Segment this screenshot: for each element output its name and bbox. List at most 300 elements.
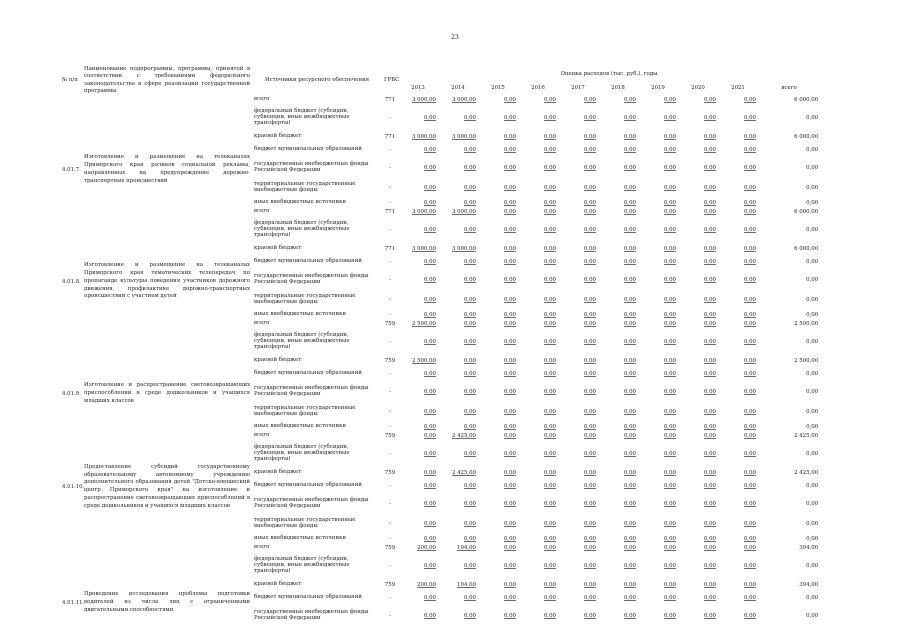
year-value: 0,00 xyxy=(543,613,556,620)
year-value: 0,00 xyxy=(623,432,636,439)
year-value: 0,00 xyxy=(503,535,516,542)
year-value: 0,00 xyxy=(703,581,716,588)
year-value: 0,00 xyxy=(703,311,716,318)
funding-source: федеральный бюджет (субсидии, субвенции, иные межбюджетные трансферты) xyxy=(254,108,350,127)
total-value: 0,00 xyxy=(806,482,819,489)
year-value: 0,00 xyxy=(583,521,596,528)
year-value: 0,00 xyxy=(543,501,556,508)
year-value: 3 000,00 xyxy=(451,133,476,140)
year-value: 0,00 xyxy=(703,115,716,122)
year-value: 0,00 xyxy=(743,357,756,364)
header-grbs: ГРБС xyxy=(384,77,400,84)
year-value: 0,00 xyxy=(503,469,516,476)
funding-source: бюджет муниципальных образований xyxy=(254,145,362,152)
year-value: 0,00 xyxy=(503,146,516,153)
year-value: 0,00 xyxy=(663,115,676,122)
funding-source: государственные внебюджетные фонды Российской Федерации xyxy=(254,161,369,174)
header-year: 2013 xyxy=(411,85,425,92)
grbs-code: 759 xyxy=(384,432,396,439)
year-value: 0,00 xyxy=(543,451,556,458)
header-year: 2017 xyxy=(571,85,585,92)
year-value: 0,00 xyxy=(703,146,716,153)
funding-source: краевой бюджет xyxy=(254,580,302,587)
year-value: 0,00 xyxy=(503,96,516,103)
year-value: 0,00 xyxy=(503,451,516,458)
year-value: 0,00 xyxy=(423,199,436,206)
year-value: 0,00 xyxy=(663,409,676,416)
total-value: 2 425,00 xyxy=(794,432,819,439)
year-value: 0,00 xyxy=(543,165,556,172)
total-value: 2 500,00 xyxy=(794,320,819,327)
year-value: 0,00 xyxy=(703,389,716,396)
year-value: 0,00 xyxy=(463,423,476,430)
item-name: Проведение исследования проблемы подготовки водителей из числа лиц с ограниченными двигательными способностями xyxy=(84,591,250,614)
year-value: 0,00 xyxy=(423,297,436,304)
year-value: 0,00 xyxy=(423,227,436,234)
year-value: 0,00 xyxy=(543,258,556,265)
year-value: 0,00 xyxy=(423,165,436,172)
year-value: 0,00 xyxy=(503,563,516,570)
year-value: 0,00 xyxy=(663,277,676,284)
year-value: 0,00 xyxy=(463,409,476,416)
year-value: 0,00 xyxy=(703,469,716,476)
funding-source: иные внебюджетные источники xyxy=(254,198,346,205)
funding-source: государственные внебюджетные фонды Российской Федерации xyxy=(254,497,369,510)
table-row xyxy=(60,95,820,104)
year-value: 2 500,00 xyxy=(411,357,436,364)
year-value: 0,00 xyxy=(423,501,436,508)
year-value: 0,00 xyxy=(583,544,596,551)
grbs-code: - xyxy=(389,311,391,318)
year-value: 0,00 xyxy=(743,501,756,508)
year-value: 0,00 xyxy=(703,563,716,570)
year-value: 0,00 xyxy=(543,320,556,327)
grbs-code: 771 xyxy=(384,96,396,103)
grbs-code: - xyxy=(389,297,391,304)
funding-source: государственные внебюджетные фонды Российской Федерации xyxy=(254,385,369,398)
page-number: 23 xyxy=(451,34,459,41)
year-value: 0,00 xyxy=(623,227,636,234)
year-value: 0,00 xyxy=(663,227,676,234)
year-value: 0,00 xyxy=(503,613,516,620)
year-value: 200,00 xyxy=(417,544,436,551)
grbs-code: 771 xyxy=(384,133,396,140)
year-value: 0,00 xyxy=(583,115,596,122)
year-value: 0,00 xyxy=(503,423,516,430)
year-value: 0,00 xyxy=(663,613,676,620)
year-value: 0,00 xyxy=(423,535,436,542)
year-value: 0,00 xyxy=(703,185,716,192)
year-value: 0,00 xyxy=(583,535,596,542)
year-value: 0,00 xyxy=(423,389,436,396)
grbs-code: - xyxy=(389,423,391,430)
year-value: 0,00 xyxy=(463,258,476,265)
year-value: 0,00 xyxy=(543,311,556,318)
grbs-code: - xyxy=(389,594,391,601)
year-value: 0,00 xyxy=(463,297,476,304)
year-value: 0,00 xyxy=(703,613,716,620)
header-cost-estimate: Оценка расходов (тыс. руб.), годы xyxy=(560,70,658,77)
year-value: 0,00 xyxy=(583,320,596,327)
year-value: 0,00 xyxy=(743,185,756,192)
grbs-code: - xyxy=(389,339,391,346)
year-value: 0,00 xyxy=(503,297,516,304)
item-name: Изготовление и размещение на телеканалах Приморского края тематических телепередач по пропаганде культуры поведения участников дорожного движения, профилактике дорожно-транспортных происшествий с участием детей xyxy=(84,262,250,300)
funding-source: федеральный бюджет (субсидии, субвенции, иные межбюджетные трансферты) xyxy=(254,444,350,463)
year-value: 0,00 xyxy=(583,581,596,588)
year-value: 0,00 xyxy=(663,185,676,192)
year-value: 0,00 xyxy=(503,277,516,284)
year-value: 3 000,00 xyxy=(451,96,476,103)
table-body xyxy=(60,95,820,626)
total-value: 394,00 xyxy=(799,544,819,551)
year-value: 0,00 xyxy=(583,613,596,620)
year-value: 0,00 xyxy=(463,185,476,192)
grbs-code: 759 xyxy=(384,320,396,327)
grbs-code: 759 xyxy=(384,581,396,588)
year-value: 0,00 xyxy=(583,133,596,140)
year-value: 0,00 xyxy=(663,146,676,153)
year-value: 0,00 xyxy=(623,185,636,192)
table-row xyxy=(60,132,820,141)
funding-source: федеральный бюджет (субсидии, субвенции, иные межбюджетные трансферты) xyxy=(254,332,350,351)
grbs-code: 759 xyxy=(384,469,396,476)
item-number xyxy=(60,95,82,132)
funding-source: территориальные государственные внебюджетные фонды xyxy=(254,293,356,306)
year-value: 0,00 xyxy=(663,245,676,252)
year-value: 0,00 xyxy=(743,133,756,140)
year-value: 0,00 xyxy=(423,311,436,318)
year-value: 0,00 xyxy=(423,258,436,265)
year-value: 0,00 xyxy=(423,482,436,489)
grbs-code: - xyxy=(389,165,391,172)
year-value: 0,00 xyxy=(663,544,676,551)
year-value: 0,00 xyxy=(583,277,596,284)
year-value: 0,00 xyxy=(663,423,676,430)
year-value: 0,00 xyxy=(703,227,716,234)
grbs-code: - xyxy=(389,227,391,234)
year-value: 0,00 xyxy=(703,423,716,430)
funding-source: федеральный бюджет (субсидии, субвенции, иные межбюджетные трансферты) xyxy=(254,556,350,575)
year-value: 0,00 xyxy=(743,96,756,103)
year-value: 0,00 xyxy=(423,613,436,620)
grbs-code: - xyxy=(389,563,391,570)
total-value: 0,00 xyxy=(806,185,819,192)
year-value: 0,00 xyxy=(543,208,556,215)
year-value: 0,00 xyxy=(503,185,516,192)
year-value: 0,00 xyxy=(503,320,516,327)
grbs-code: - xyxy=(389,521,391,528)
total-value: 0,00 xyxy=(806,297,819,304)
total-value: 6 000,00 xyxy=(794,96,819,103)
year-value: 0,00 xyxy=(663,521,676,528)
year-value: 0,00 xyxy=(663,258,676,265)
total-value: 2 425,00 xyxy=(794,469,819,476)
total-value: 0,00 xyxy=(806,409,819,416)
year-value: 0,00 xyxy=(743,469,756,476)
year-value: 0,00 xyxy=(503,311,516,318)
header-year: 2014 xyxy=(451,85,465,92)
funding-source: территориальные государственные внебюджетные фонды xyxy=(254,405,356,418)
header-total: всего xyxy=(781,85,797,92)
year-value: 3 000,00 xyxy=(451,245,476,252)
year-value: 0,00 xyxy=(463,320,476,327)
funding-source: краевой бюджет xyxy=(254,356,302,363)
year-value: 0,00 xyxy=(583,594,596,601)
year-value: 0,00 xyxy=(663,432,676,439)
year-value: 0,00 xyxy=(503,227,516,234)
year-value: 0,00 xyxy=(743,277,756,284)
year-value: 0,00 xyxy=(663,297,676,304)
year-value: 0,00 xyxy=(663,389,676,396)
year-value: 0,00 xyxy=(623,245,636,252)
year-value: 0,00 xyxy=(663,320,676,327)
year-value: 0,00 xyxy=(543,370,556,377)
year-value: 3 000,00 xyxy=(411,245,436,252)
year-value: 0,00 xyxy=(423,370,436,377)
year-value: 0,00 xyxy=(623,115,636,122)
year-value: 0,00 xyxy=(543,581,556,588)
grbs-code: - xyxy=(389,389,391,396)
item-name: Предоставление субсидий государственному образовательному автономному учреждению дополнительного образования детей "Детско-юношеский центр Приморского края" на изготовление и распространение световозвращающих приспособлений в среде дошкольников и учащихся младших классов xyxy=(84,463,250,509)
item-name xyxy=(82,543,252,580)
total-value: 0,00 xyxy=(806,146,819,153)
grbs-code: 759 xyxy=(384,544,396,551)
item-name xyxy=(82,207,252,244)
year-value: 0,00 xyxy=(703,320,716,327)
year-value: 0,00 xyxy=(623,311,636,318)
year-value: 0,00 xyxy=(503,370,516,377)
year-value: 0,00 xyxy=(503,389,516,396)
year-value: 0,00 xyxy=(423,339,436,346)
year-value: 0,00 xyxy=(663,208,676,215)
year-value: 0,00 xyxy=(463,482,476,489)
total-value: 0,00 xyxy=(806,165,819,172)
year-value: 0,00 xyxy=(743,482,756,489)
year-value: 0,00 xyxy=(423,521,436,528)
year-value: 0,00 xyxy=(623,469,636,476)
year-value: 0,00 xyxy=(623,199,636,206)
year-value: 0,00 xyxy=(463,339,476,346)
year-value: 0,00 xyxy=(703,199,716,206)
year-value: 0,00 xyxy=(583,258,596,265)
header-year: 2015 xyxy=(491,85,505,92)
year-value: 0,00 xyxy=(623,594,636,601)
total-value: 0,00 xyxy=(806,613,819,620)
table-row xyxy=(60,356,820,365)
year-value: 0,00 xyxy=(623,297,636,304)
year-value: 0,00 xyxy=(623,320,636,327)
year-value: 0,00 xyxy=(623,613,636,620)
item-number: 4.01.10. xyxy=(62,484,85,491)
grbs-code: 771 xyxy=(384,245,396,252)
year-value: 0,00 xyxy=(543,133,556,140)
year-value: 0,00 xyxy=(703,245,716,252)
year-value: 0,00 xyxy=(743,245,756,252)
year-value: 0,00 xyxy=(543,482,556,489)
year-value: 0,00 xyxy=(543,544,556,551)
year-value: 0,00 xyxy=(543,423,556,430)
year-value: 0,00 xyxy=(743,451,756,458)
year-value: 0,00 xyxy=(623,339,636,346)
total-value: 0,00 xyxy=(806,277,819,284)
year-value: 0,00 xyxy=(463,594,476,601)
total-value: 0,00 xyxy=(806,521,819,528)
total-value: 0,00 xyxy=(806,501,819,508)
year-value: 0,00 xyxy=(543,96,556,103)
year-value: 0,00 xyxy=(623,501,636,508)
total-value: 0,00 xyxy=(806,423,819,430)
year-value: 0,00 xyxy=(703,482,716,489)
year-value: 0,00 xyxy=(503,208,516,215)
grbs-code: 759 xyxy=(384,357,396,364)
funding-source: всего xyxy=(254,207,270,214)
total-value: 2 500,00 xyxy=(794,357,819,364)
year-value: 0,00 xyxy=(623,370,636,377)
year-value: 0,00 xyxy=(543,146,556,153)
funding-source: бюджет муниципальных образований xyxy=(254,481,362,488)
item-number xyxy=(60,207,82,244)
year-value: 0,00 xyxy=(543,185,556,192)
year-value: 0,00 xyxy=(743,535,756,542)
grbs-code: 771 xyxy=(384,208,396,215)
header-year: 2016 xyxy=(531,85,545,92)
funding-source: краевой бюджет xyxy=(254,468,302,475)
funding-source: бюджет муниципальных образований xyxy=(254,257,362,264)
grbs-code: - xyxy=(389,482,391,489)
year-value: 0,00 xyxy=(583,146,596,153)
year-value: 0,00 xyxy=(743,311,756,318)
year-value: 0,00 xyxy=(743,521,756,528)
funding-source: территориальные государственные внебюджетные фонды xyxy=(254,517,356,530)
year-value: 0,00 xyxy=(703,451,716,458)
year-value: 2 425,00 xyxy=(451,432,476,439)
year-value: 0,00 xyxy=(703,501,716,508)
year-value: 0,00 xyxy=(743,409,756,416)
year-value: 0,00 xyxy=(743,199,756,206)
year-value: 0,00 xyxy=(583,208,596,215)
year-value: 0,00 xyxy=(583,199,596,206)
year-value: 0,00 xyxy=(583,409,596,416)
year-value: 0,00 xyxy=(423,563,436,570)
year-value: 194,00 xyxy=(457,581,476,588)
total-value: 0,00 xyxy=(806,115,819,122)
year-value: 0,00 xyxy=(743,208,756,215)
year-value: 0,00 xyxy=(503,258,516,265)
year-value: 0,00 xyxy=(663,311,676,318)
year-value: 0,00 xyxy=(503,165,516,172)
item-name xyxy=(82,319,252,356)
year-value: 0,00 xyxy=(583,370,596,377)
year-value: 0,00 xyxy=(703,594,716,601)
table-row xyxy=(60,431,820,440)
year-value: 0,00 xyxy=(703,96,716,103)
year-value: 0,00 xyxy=(583,501,596,508)
year-value: 0,00 xyxy=(503,339,516,346)
table-row xyxy=(60,207,820,216)
year-value: 0,00 xyxy=(743,544,756,551)
year-value: 0,00 xyxy=(503,409,516,416)
year-value: 0,00 xyxy=(543,469,556,476)
year-value: 0,00 xyxy=(663,133,676,140)
grbs-code: - xyxy=(389,370,391,377)
grbs-code: - xyxy=(389,185,391,192)
year-value: 0,00 xyxy=(703,133,716,140)
total-value: 0,00 xyxy=(806,535,819,542)
funding-source: федеральный бюджет (субсидии, субвенции, иные межбюджетные трансферты) xyxy=(254,220,350,239)
grbs-code: - xyxy=(389,451,391,458)
year-value: 0,00 xyxy=(423,423,436,430)
year-value: 0,00 xyxy=(623,208,636,215)
total-value: 0,00 xyxy=(806,563,819,570)
table-row xyxy=(60,543,820,552)
year-value: 0,00 xyxy=(663,199,676,206)
year-value: 0,00 xyxy=(743,432,756,439)
year-value: 2 500,00 xyxy=(411,320,436,327)
year-value: 0,00 xyxy=(503,432,516,439)
year-value: 0,00 xyxy=(543,594,556,601)
year-value: 0,00 xyxy=(743,165,756,172)
funding-source: бюджет муниципальных образований xyxy=(254,369,362,376)
year-value: 0,00 xyxy=(663,370,676,377)
year-value: 0,00 xyxy=(623,482,636,489)
item-name: Изготовление и размещение на телеканалах Приморского края роликов социальной рекламы, направленных на предупреждение дорожно-транспортных происшествий xyxy=(84,154,250,184)
total-value: 6 000,00 xyxy=(794,245,819,252)
year-value: 0,00 xyxy=(583,423,596,430)
header-year: 2018 xyxy=(611,85,625,92)
funding-source: иные внебюджетные источники xyxy=(254,310,346,317)
year-value: 0,00 xyxy=(583,432,596,439)
funding-source: иные внебюджетные источники xyxy=(254,422,346,429)
year-value: 0,00 xyxy=(543,115,556,122)
year-value: 0,00 xyxy=(743,563,756,570)
year-value: 0,00 xyxy=(503,115,516,122)
year-value: 0,00 xyxy=(503,544,516,551)
year-value: 0,00 xyxy=(743,320,756,327)
total-value: 6 000,00 xyxy=(794,133,819,140)
year-value: 0,00 xyxy=(463,370,476,377)
year-value: 0,00 xyxy=(743,594,756,601)
year-value: 3 000,00 xyxy=(451,208,476,215)
year-value: 0,00 xyxy=(463,165,476,172)
year-value: 0,00 xyxy=(703,535,716,542)
year-value: 0,00 xyxy=(423,409,436,416)
year-value: 0,00 xyxy=(663,339,676,346)
year-value: 0,00 xyxy=(543,432,556,439)
year-value: 0,00 xyxy=(583,469,596,476)
year-value: 0,00 xyxy=(743,423,756,430)
year-value: 0,00 xyxy=(623,277,636,284)
year-value: 0,00 xyxy=(503,245,516,252)
funding-source: краевой бюджет xyxy=(254,132,302,139)
year-value: 0,00 xyxy=(543,277,556,284)
total-value: 6 000,00 xyxy=(794,208,819,215)
budget-table xyxy=(60,66,820,626)
year-value: 194,00 xyxy=(457,544,476,551)
year-value: 0,00 xyxy=(423,594,436,601)
year-value: 0,00 xyxy=(623,389,636,396)
year-value: 0,00 xyxy=(583,245,596,252)
year-value: 0,00 xyxy=(703,208,716,215)
year-value: 0,00 xyxy=(583,339,596,346)
year-value: 0,00 xyxy=(583,165,596,172)
year-value: 0,00 xyxy=(583,185,596,192)
year-value: 0,00 xyxy=(583,563,596,570)
funding-source: краевой бюджет xyxy=(254,244,302,251)
header-program-name: Наименование подпрограммы, программы, принятой в соответствии с требованиями федерального законодательства в сфере реализации государственной программы xyxy=(84,66,250,94)
item-number: 4.01.8. xyxy=(62,278,81,285)
year-value: 0,00 xyxy=(423,115,436,122)
